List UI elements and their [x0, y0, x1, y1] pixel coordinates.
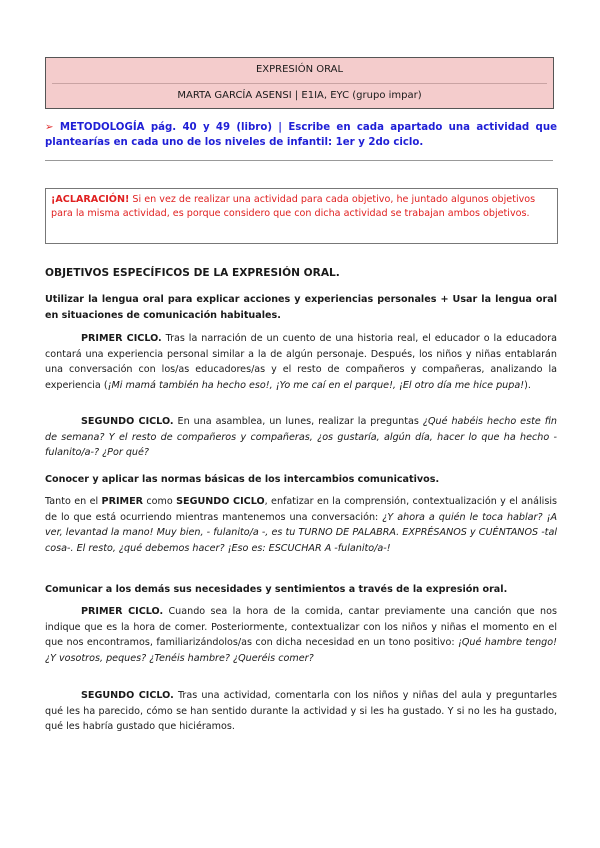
paragraph-quote: ¿Qué habéis hecho este fin de semana? Y el resto de compañeros y compañeras, ¿os gustaría, algún día, hacer lo que ha hecho -fulanito/a-? ¿Por qué? [45, 416, 557, 459]
objective-2-title: Conocer y aplicar las normas básicas de los intercambios comunicativos. [45, 474, 440, 485]
objective-1-segundo-ciclo [45, 414, 557, 461]
cycle-label: SEGUNDO CICLO. [81, 416, 174, 427]
objective-3-primer-ciclo [45, 604, 557, 666]
document-title: EXPRESIÓN ORAL [255, 64, 344, 75]
objective-1-primer-ciclo [45, 331, 557, 393]
aclaracion-label: ¡ACLARACIÓN! [51, 194, 130, 205]
arrow-icon: ➢ [45, 122, 54, 133]
cycle-label: PRIMER CICLO. [81, 606, 164, 617]
objective-3-segundo-ciclo [45, 688, 557, 735]
paragraph-quote: ¡Mi mamá también ha hecho eso!, ¡Yo me caí en el parque!, ¡El otro día me hice pupa! [107, 379, 525, 391]
paragraph-quote: ¡Qué hambre tengo! ¿Y vosotros, peques? ¿Tenéis hambre? ¿Queréis comer? [45, 637, 557, 664]
aclaracion-text: Si en vez de realizar una actividad para cada objetivo, he juntado algunos objetivos para la misma actividad, es porque considero que con dicha actividad se trabajan ambos objetivos. [51, 194, 536, 219]
objective-1-title: Utilizar la lengua oral para explicar acciones y experiencias personales + Usar la lengua oral en situaciones de comunicación habituales. [45, 294, 557, 321]
objective-3-title: Comunicar a los demás sus necesidades y sentimientos a través de la expresión oral. [45, 584, 508, 595]
horizontal-rule [45, 160, 553, 161]
paragraph-text: Tras la narración de un cuento de una historia real, el educador o la educadora contará una experiencia personal similar a la de algún personaje. Después, los niños y niñas entablarán una conversación con los/as educadores/as y el resto de compañeros y compañeras, analizando la experiencia ( [45, 333, 557, 391]
header-box [45, 57, 554, 109]
cycle-label: PRIMER [101, 496, 144, 507]
paragraph-text: Tanto en el [45, 496, 102, 507]
metodologia-text: METODOLOGÍA pág. 40 y 49 (libro) | Escribe en cada apartado una actividad que plantearías en cada uno de los niveles de infantil: 1er y 2do ciclo. [45, 122, 557, 148]
cycle-label: SEGUNDO CICLO [176, 496, 265, 507]
objective-2-paragraph [45, 494, 557, 556]
paragraph-text: , enfatizar en la comprensión, contextualización y el análisis de lo que está ocurriendo mientras mantenemos una conversación: [45, 496, 557, 523]
author-line: MARTA GARCÍA ASENSI | E1IA, EYC (grupo impar) [177, 90, 422, 101]
paragraph-quote: ¿Y ahora a quién le toca hablar? ¡A ver, levantad la mano! Muy bien, - fulanito/a -, es tu TURNO DE PALABRA. EXPRÉSANOS y CUÉNTANOS -tal cosa-. El resto, ¿qué debemos hacer? ¡Eso es: ESCUCHAR A -fulanito/a-! [45, 511, 558, 554]
paragraph-text: En una asamblea, un lunes, realizar la preguntas [173, 416, 423, 427]
section-title: OBJETIVOS ESPECÍFICOS DE LA EXPRESIÓN ORAL. [45, 267, 340, 279]
aclaracion-box [45, 188, 558, 244]
header-divider [52, 83, 547, 84]
metodologia-instruction [45, 120, 557, 150]
cycle-label: SEGUNDO CICLO. [81, 690, 174, 701]
cycle-label: PRIMER CICLO. [81, 333, 162, 344]
paragraph-end: ). [524, 379, 531, 391]
paragraph-text: como [143, 496, 177, 507]
paragraph-text: Tras una actividad, comentarla con los niños y niñas del aula y preguntarles qué les ha parecido, cómo se han sentido durante la actividad y si les ha gustado. Y si no les ha gustado, qué les habría gustado que hiciéramos. [45, 690, 557, 733]
paragraph-text: Cuando sea la hora de la comida, cantar previamente una canción que nos indique que es la hora de comer. Posteriormente, contextualizar con los niños y niñas el momento en el que nos encontramos, familiarizándolos/as con dicha necesidad en un tono positivo: [45, 606, 557, 649]
